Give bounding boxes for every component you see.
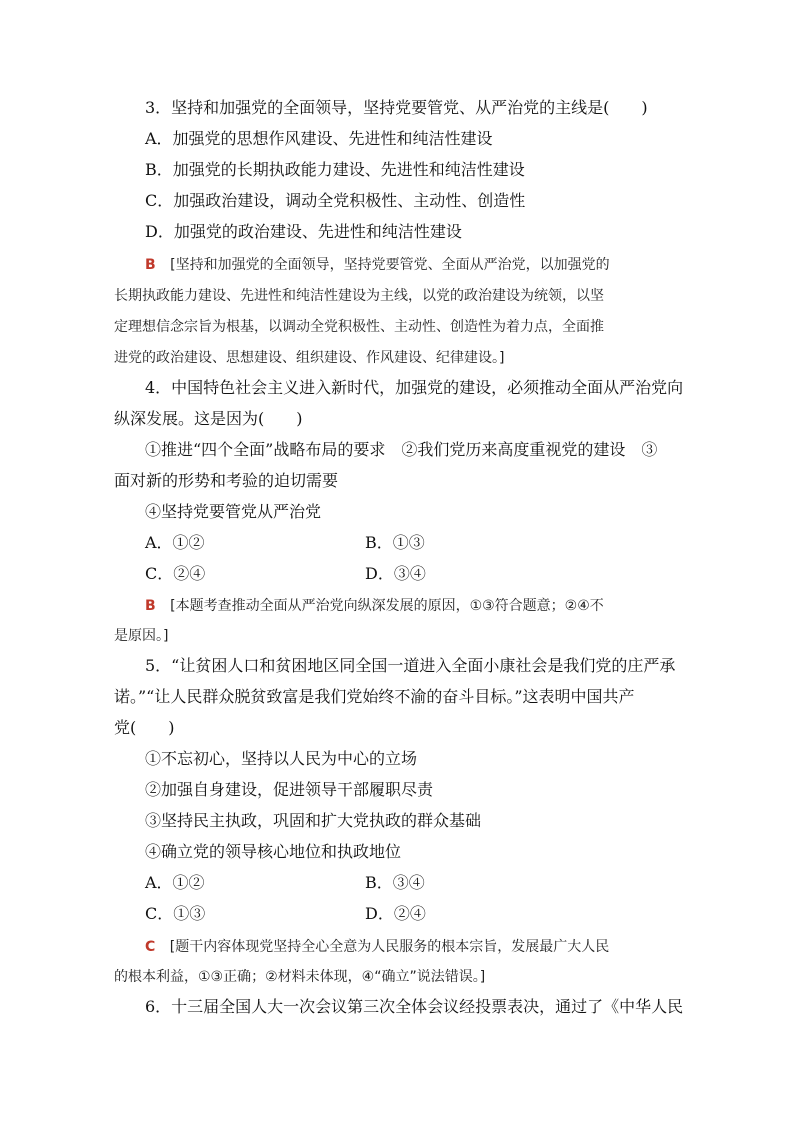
q4-option-a: A．①② — [145, 533, 205, 552]
question-4-stem-2: 纵深发展。这是因为( ) — [114, 409, 303, 428]
q3-option-d: D．加强党的政治建设、先进性和纯洁性建设 — [145, 222, 462, 241]
q4-item-line-2: 面对新的形势和考验的迫切需要 — [114, 471, 339, 490]
q5-answer-line-1 — [145, 937, 609, 957]
q5-item-4: ④确立党的领导核心地位和执政地位 — [145, 842, 402, 861]
q4-option-b: B．①③ — [365, 533, 425, 552]
q3-answer-letter: B — [145, 257, 156, 273]
q4-item-line-3: ④坚持党要管党从严治党 — [145, 502, 322, 521]
q4-answer-line-1 — [145, 596, 604, 616]
q3-option-b: B．加强党的长期执政能力建设、先进性和纯洁性建设 — [145, 160, 525, 179]
q5-option-a: A．①② — [145, 873, 205, 892]
q3-explanation-2: 长期执政能力建设、先进性和纯洁性建设为主线，以党的政治建设为统领，以坚 — [114, 288, 604, 304]
q5-explanation-1: [题干内容体现党坚持全心全意为人民服务的根本宗旨，发展最广大人民 — [169, 939, 610, 955]
q5-answer-letter: C — [145, 939, 156, 955]
q3-answer-line-1 — [145, 255, 610, 275]
q4-explanation-2: 是原因。] — [114, 628, 169, 644]
question-5-stem-1: 5．“让贫困人口和贫困地区同全国一道进入全面小康社会是我们党的庄严承 — [145, 656, 676, 675]
q4-answer-letter: B — [145, 598, 156, 614]
question-4-stem-1: 4．中国特色社会主义进入新时代，加强党的建设，必须推动全面从严治党向 — [145, 378, 684, 397]
q5-option-c: C．①③ — [145, 904, 206, 923]
q5-item-1: ①不忘初心，坚持以人民为中心的立场 — [145, 749, 418, 768]
question-5-stem-3: 党( ) — [114, 718, 175, 737]
q3-option-a: A．加强党的思想作风建设、先进性和纯洁性建设 — [145, 129, 493, 148]
question-6-stem: 6．十三届全国人大一次会议第三次全体会议经投票表决，通过了《中华人民 — [145, 997, 684, 1016]
q5-item-2: ②加强自身建设，促进领导干部履职尽责 — [145, 780, 434, 799]
q3-option-c: C．加强政治建设，调动全党积极性、主动性、创造性 — [145, 191, 526, 210]
q5-explanation-2: 的根本利益，①③正确；②材料未体现，④“确立”说法错误。] — [114, 969, 486, 985]
q4-option-d: D．③④ — [365, 564, 426, 583]
q3-explanation-3: 定理想信念宗旨为根基，以调动全党积极性、主动性、创造性为着力点，全面推 — [114, 319, 604, 335]
q3-explanation-4: 进党的政治建设、思想建设、组织建设、作风建设、纪律建设。] — [114, 350, 505, 366]
question-5-stem-2: 诺。”“让人民群众脱贫致富是我们党始终不渝的奋斗目标。”这表明中国共产 — [114, 687, 635, 706]
q4-option-c: C．②④ — [145, 564, 206, 583]
question-3-stem: 3．坚持和加强党的全面领导，坚持党要管党、从严治党的主线是( ) — [145, 98, 648, 117]
q3-explanation-1: [坚持和加强党的全面领导，坚持党要管党、全面从严治党，以加强党的 — [170, 257, 610, 273]
q5-option-b: B．③④ — [365, 873, 425, 892]
q4-explanation-1: [本题考查推动全面从严治党向纵深发展的原因，①③符合题意；②④不 — [170, 598, 604, 614]
q5-item-3: ③坚持民主执政，巩固和扩大党执政的群众基础 — [145, 811, 482, 830]
q4-item-line-1: ①推进“四个全面”战略布局的要求 ②我们党历来高度重视党的建设 ③ — [145, 440, 658, 459]
q5-option-d: D．②④ — [365, 904, 426, 923]
